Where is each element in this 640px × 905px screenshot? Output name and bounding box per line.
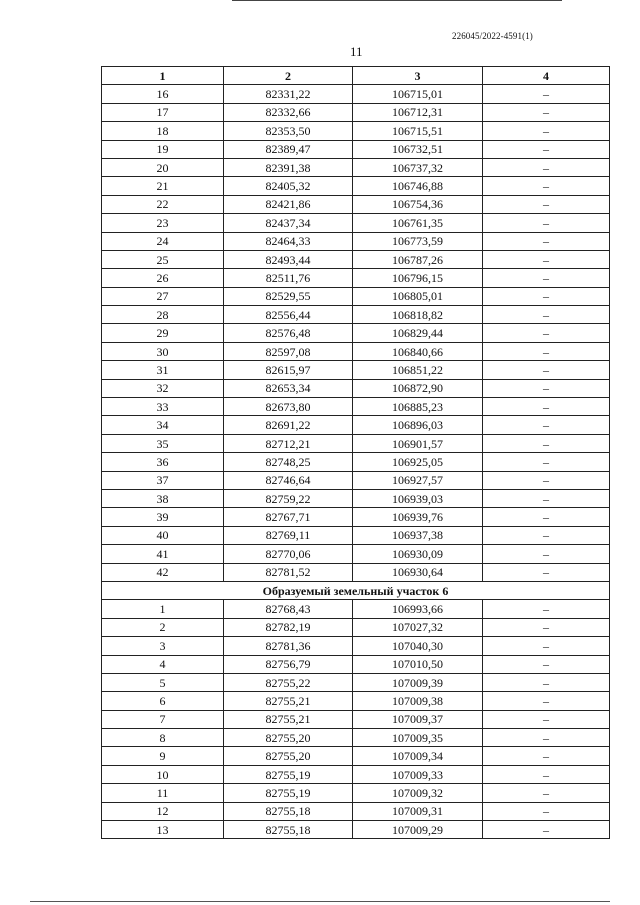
table-cell: 32	[102, 379, 224, 397]
coordinates-table	[101, 66, 610, 839]
table-cell: 12	[102, 802, 224, 820]
table-cell: 106939,76	[353, 508, 483, 526]
table-cell: 27	[102, 287, 224, 305]
table-cell: 4	[102, 655, 224, 673]
table-cell: –	[483, 453, 610, 471]
table-cell: 36	[102, 453, 224, 471]
table-row	[102, 563, 610, 581]
table-cell: 26	[102, 269, 224, 287]
table-cell: 106746,88	[353, 177, 483, 195]
table-body-part-1	[102, 85, 610, 582]
table-cell: 18	[102, 122, 224, 140]
table-row	[102, 471, 610, 489]
table-row	[102, 655, 610, 673]
table-cell: –	[483, 765, 610, 783]
table-cell: 5	[102, 673, 224, 691]
table-cell: 106939,03	[353, 489, 483, 507]
table-cell: 106787,26	[353, 250, 483, 268]
table-cell: –	[483, 158, 610, 176]
table-cell: 82391,38	[224, 158, 353, 176]
table-cell: 37	[102, 471, 224, 489]
table-cell: 82755,19	[224, 784, 353, 802]
table-cell: –	[483, 802, 610, 820]
table-cell: 42	[102, 563, 224, 581]
table-cell: 21	[102, 177, 224, 195]
table-row	[102, 710, 610, 728]
table-cell: 41	[102, 545, 224, 563]
table-cell: –	[483, 600, 610, 618]
table-cell: –	[483, 526, 610, 544]
table-row	[102, 765, 610, 783]
table-cell: 25	[102, 250, 224, 268]
table-cell: 106715,51	[353, 122, 483, 140]
table-cell: –	[483, 747, 610, 765]
column-header: 1	[102, 67, 224, 85]
table-cell: 2	[102, 618, 224, 636]
table-cell: 23	[102, 214, 224, 232]
table-cell: –	[483, 361, 610, 379]
table-cell: –	[483, 379, 610, 397]
table-cell: –	[483, 195, 610, 213]
table-cell: 82769,11	[224, 526, 353, 544]
table-row	[102, 821, 610, 839]
table-cell: 106896,03	[353, 416, 483, 434]
table-cell: 82759,22	[224, 489, 353, 507]
table-cell: 107009,37	[353, 710, 483, 728]
table-cell: 82756,79	[224, 655, 353, 673]
table-cell: 106925,05	[353, 453, 483, 471]
table-cell: 82755,22	[224, 673, 353, 691]
table-row	[102, 747, 610, 765]
table-row	[102, 158, 610, 176]
table-cell: –	[483, 692, 610, 710]
table-row	[102, 324, 610, 342]
table-row	[102, 692, 610, 710]
table-row	[102, 398, 610, 416]
table-cell: 106927,57	[353, 471, 483, 489]
table-cell: 82556,44	[224, 306, 353, 324]
table-cell: –	[483, 563, 610, 581]
table-cell: 82712,21	[224, 434, 353, 452]
table-header-row	[102, 67, 610, 85]
table-cell: 106761,35	[353, 214, 483, 232]
table-cell: 106930,64	[353, 563, 483, 581]
table-row	[102, 545, 610, 563]
table-cell: 82332,66	[224, 103, 353, 121]
table-cell: 13	[102, 821, 224, 839]
section-heading-body	[102, 581, 610, 599]
table-cell: 82421,86	[224, 195, 353, 213]
table-row	[102, 673, 610, 691]
table-cell: 107010,50	[353, 655, 483, 673]
table-cell: 106840,66	[353, 342, 483, 360]
table-cell: 106796,15	[353, 269, 483, 287]
table-cell: 107009,31	[353, 802, 483, 820]
table-cell: –	[483, 637, 610, 655]
table-cell: 82331,22	[224, 85, 353, 103]
table-cell: 82353,50	[224, 122, 353, 140]
table-cell: 82781,36	[224, 637, 353, 655]
table-cell: 107009,33	[353, 765, 483, 783]
table-cell: –	[483, 655, 610, 673]
table-cell: 28	[102, 306, 224, 324]
table-cell: 82782,19	[224, 618, 353, 636]
table-row	[102, 195, 610, 213]
table-cell: 39	[102, 508, 224, 526]
table-cell: 3	[102, 637, 224, 655]
table-cell: –	[483, 821, 610, 839]
table-cell: 106818,82	[353, 306, 483, 324]
table-cell: 82437,34	[224, 214, 353, 232]
table-cell: 106805,01	[353, 287, 483, 305]
table-cell: 20	[102, 158, 224, 176]
table-cell: 30	[102, 342, 224, 360]
table-cell: 82405,32	[224, 177, 353, 195]
table-row	[102, 618, 610, 636]
table-cell: –	[483, 122, 610, 140]
table-cell: 38	[102, 489, 224, 507]
table-cell: 82691,22	[224, 416, 353, 434]
table-cell: 7	[102, 710, 224, 728]
table-cell: –	[483, 416, 610, 434]
page-number: 11	[350, 44, 363, 59]
table-cell: –	[483, 434, 610, 452]
table-cell: 106930,09	[353, 545, 483, 563]
table-cell: 107040,30	[353, 637, 483, 655]
table-cell: 16	[102, 85, 224, 103]
table-cell: 106885,23	[353, 398, 483, 416]
table-cell: 9	[102, 747, 224, 765]
table-cell: –	[483, 673, 610, 691]
table-cell: –	[483, 508, 610, 526]
table-cell: –	[483, 306, 610, 324]
table-cell: –	[483, 324, 610, 342]
table-cell: 107009,38	[353, 692, 483, 710]
table-cell: 106737,32	[353, 158, 483, 176]
table-cell: 106773,59	[353, 232, 483, 250]
table-cell: –	[483, 710, 610, 728]
table-row	[102, 600, 610, 618]
bottom-rule	[30, 901, 610, 902]
table-cell: 35	[102, 434, 224, 452]
table-cell: 22	[102, 195, 224, 213]
table-row	[102, 802, 610, 820]
table-cell: 106715,01	[353, 85, 483, 103]
table-cell: 82755,21	[224, 692, 353, 710]
table-cell: 40	[102, 526, 224, 544]
table-cell: –	[483, 398, 610, 416]
table-cell: 31	[102, 361, 224, 379]
table-cell: –	[483, 784, 610, 802]
table-cell: 24	[102, 232, 224, 250]
table-row	[102, 434, 610, 452]
table-cell: 106872,90	[353, 379, 483, 397]
table-cell: 106993,66	[353, 600, 483, 618]
column-header: 2	[224, 67, 353, 85]
section-title: Образуемый земельный участок 6	[102, 581, 610, 599]
table-row	[102, 416, 610, 434]
table-cell: –	[483, 103, 610, 121]
table-cell: 107027,32	[353, 618, 483, 636]
table-cell: 17	[102, 103, 224, 121]
table-cell: –	[483, 729, 610, 747]
table-row	[102, 453, 610, 471]
column-header: 4	[483, 67, 610, 85]
table-cell: 11	[102, 784, 224, 802]
table-cell: 82511,76	[224, 269, 353, 287]
column-header: 3	[353, 67, 483, 85]
table-row	[102, 269, 610, 287]
table-row	[102, 103, 610, 121]
table-cell: 106754,36	[353, 195, 483, 213]
table-cell: 106851,22	[353, 361, 483, 379]
table-cell: 82755,20	[224, 729, 353, 747]
table-row	[102, 85, 610, 103]
document-number: 226045/2022-4591(1)	[452, 31, 533, 41]
table-row	[102, 489, 610, 507]
table-row	[102, 342, 610, 360]
table-cell: –	[483, 177, 610, 195]
table-row	[102, 232, 610, 250]
table-cell: 107009,34	[353, 747, 483, 765]
table-cell: 82389,47	[224, 140, 353, 158]
table-cell: –	[483, 489, 610, 507]
table-cell: 1	[102, 600, 224, 618]
table-row	[102, 177, 610, 195]
table-cell: 10	[102, 765, 224, 783]
table-cell: 6	[102, 692, 224, 710]
table-cell: 82464,33	[224, 232, 353, 250]
table-cell: 19	[102, 140, 224, 158]
section-heading-row	[102, 581, 610, 599]
table-cell: –	[483, 85, 610, 103]
table-row	[102, 637, 610, 655]
table-row	[102, 287, 610, 305]
table-cell: 106937,38	[353, 526, 483, 544]
table-cell: 82767,71	[224, 508, 353, 526]
table-row	[102, 784, 610, 802]
table-cell: 82748,25	[224, 453, 353, 471]
table-cell: 107009,35	[353, 729, 483, 747]
table-cell: 82768,43	[224, 600, 353, 618]
table-cell: 82755,18	[224, 821, 353, 839]
table-cell: 107009,29	[353, 821, 483, 839]
table-cell: –	[483, 618, 610, 636]
table-cell: 82493,44	[224, 250, 353, 268]
table-cell: 106901,57	[353, 434, 483, 452]
table-cell: –	[483, 471, 610, 489]
table-cell: –	[483, 269, 610, 287]
table-row	[102, 306, 610, 324]
table-cell: –	[483, 545, 610, 563]
table-row	[102, 140, 610, 158]
table-cell: –	[483, 214, 610, 232]
table-cell: 82615,97	[224, 361, 353, 379]
table-cell: 34	[102, 416, 224, 434]
table-row	[102, 526, 610, 544]
table-cell: 106732,51	[353, 140, 483, 158]
table-row	[102, 508, 610, 526]
table-cell: 82755,20	[224, 747, 353, 765]
table-row	[102, 122, 610, 140]
top-rule	[232, 0, 562, 1]
table-cell: 33	[102, 398, 224, 416]
table-cell: –	[483, 140, 610, 158]
table-cell: –	[483, 232, 610, 250]
table-cell: 82653,34	[224, 379, 353, 397]
table-cell: 82770,06	[224, 545, 353, 563]
table-cell: 82673,80	[224, 398, 353, 416]
table-cell: 8	[102, 729, 224, 747]
table-cell: 82755,18	[224, 802, 353, 820]
table-cell: 106829,44	[353, 324, 483, 342]
table-row	[102, 379, 610, 397]
table-cell: 82597,08	[224, 342, 353, 360]
table-cell: 107009,39	[353, 673, 483, 691]
table-cell: 82746,64	[224, 471, 353, 489]
table-cell: 82755,21	[224, 710, 353, 728]
table-cell: 29	[102, 324, 224, 342]
table-body-part-2	[102, 600, 610, 839]
table-cell: 82755,19	[224, 765, 353, 783]
table-cell: –	[483, 342, 610, 360]
table-cell: –	[483, 250, 610, 268]
table-cell: 106712,31	[353, 103, 483, 121]
table-cell: 82781,52	[224, 563, 353, 581]
table-row	[102, 361, 610, 379]
table-cell: 82576,48	[224, 324, 353, 342]
table-cell: 107009,32	[353, 784, 483, 802]
table-row	[102, 250, 610, 268]
table-row	[102, 214, 610, 232]
table-row	[102, 729, 610, 747]
table-cell: 82529,55	[224, 287, 353, 305]
table-cell: –	[483, 287, 610, 305]
